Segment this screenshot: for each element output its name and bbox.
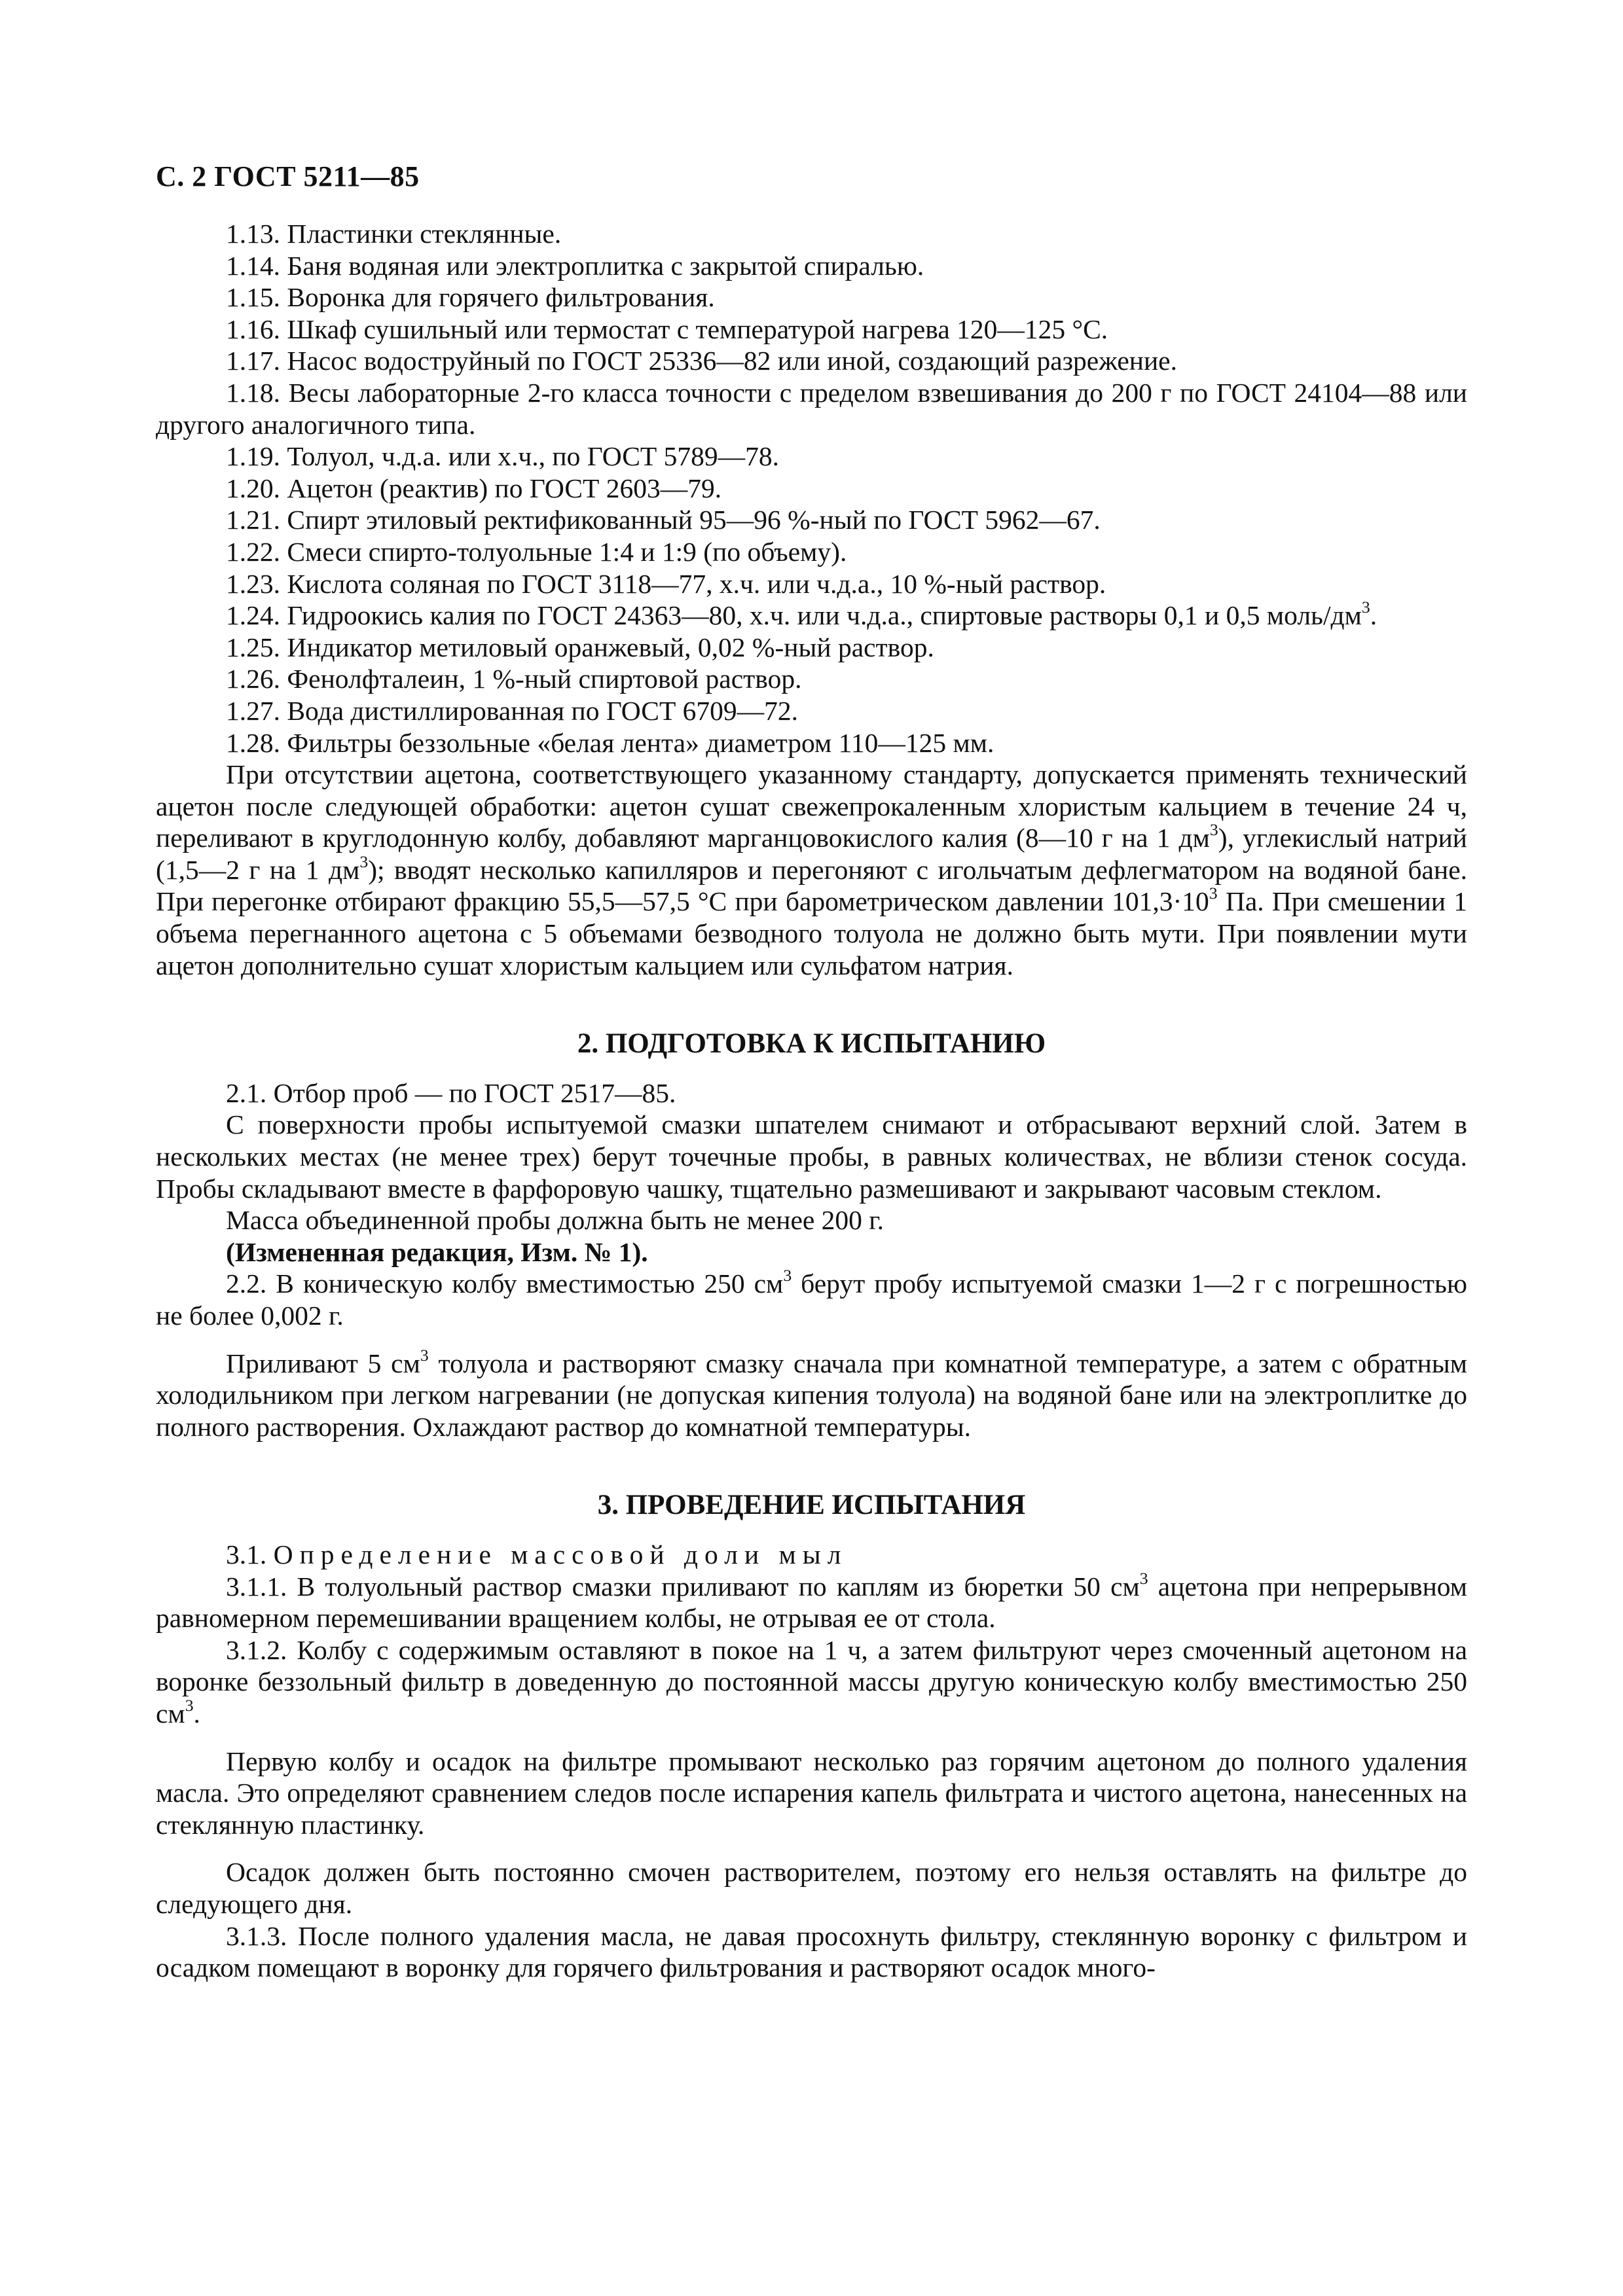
- paragraph: Осадок должен быть постоянно смочен растворителем, поэтому его нельзя оставлять на фильтре до следующего дня.: [156, 1857, 1467, 1919]
- list-item: 1.16. Шкаф сушильный или термостат с температурой нагрева 120—125 °С.: [226, 314, 1108, 344]
- list-item: 1.14. Баня водяная или электроплитка с закрытой спиралью.: [226, 250, 924, 281]
- paragraph: Приливают 5 $см^3$ толуола и растворяют смазку сначала при комнатной температуре, а затем с обратным холодильником при легком нагревании (не допуская кипения толуола) на водяной бане или на электроплитке до полного растворения. Охлаждают раствор до комнатной температуры.: [156, 1345, 1467, 1442]
- paragraph: 2.1. Отбор проб — по ГОСТ 2517—85.: [226, 1077, 676, 1108]
- document-body: [156, 218, 1467, 1984]
- paragraph: С поверхности пробы испытуемой смазки шпателем снимают и отбрасывают верхний слой. Затем в нескольких местах (не менее трех) берут точечные пробы, в равных количествах, не вблизи стенок сосуда. Пробы складывают вместе в фарфоровую чашку, тщательно размешивают и закрывают часовым стеклом.: [156, 1109, 1467, 1204]
- list-item: 1.26. Фенолфталеин, 1 %-ный спиртовой раствор.: [226, 664, 802, 694]
- list-item: 1.23. Кислота соляная по ГОСТ 3118—77, х.ч. или ч.д.а., 10 %-ный раствор.: [226, 568, 1106, 599]
- section-2-title: 2. ПОДГОТОВКА К ИСПЫТАНИЮ: [577, 1028, 1046, 1060]
- list-item: 1.13. Пластинки стеклянные.: [226, 219, 562, 249]
- amendment-note: (Измененная редакция, Изм. № 1).: [226, 1236, 648, 1267]
- list-item: 1.25. Индикатор метиловый оранжевый, 0,02 %-ный раствор.: [226, 632, 934, 662]
- list-item: 1.18. Весы лабораторные 2-го класса точности с пределом взвешивания до 200 г по ГОСТ 24104—88 или другого аналогичного типа.: [156, 377, 1467, 440]
- list-item: 1.27. Вода дистиллированная по ГОСТ 6709—72.: [226, 695, 799, 726]
- list-item: 1.21. Спирт этиловый ректификованный 95—96 %-ный по ГОСТ 5962—67.: [226, 505, 1101, 535]
- list-item: 1.17. Насос водоструйный по ГОСТ 25336—82 или иной, создающий разрежение.: [226, 346, 1177, 376]
- paragraph: Масса объединенной пробы должна быть не менее 200 г.: [226, 1205, 884, 1236]
- list-item: 1.28. Фильтры беззольные «белая лента» диаметром 110—125 мм.: [226, 727, 994, 758]
- page-header: С. 2 ГОСТ 5211—85: [156, 160, 420, 192]
- paragraph: Первую колбу и осадок на фильтре промывают несколько раз горячим ацетоном до полного удаления масла. Это определяют сравнением следов после испарения капель фильтрата и чистого ацетона, нанесенных на стеклянную пластинку.: [156, 1746, 1467, 1840]
- paragraph: 3.1.3. После полного удаления масла, не давая просохнуть фильтру, стеклянную воронку с фильтром и осадком помещают в воронку для горячего фильтрования и растворяют осадок много-: [156, 1920, 1467, 1983]
- list-item: 1.20. Ацетон (реактив) по ГОСТ 2603—79.: [226, 473, 722, 503]
- acetone-note-paragraph: При отсутствии ацетона, соответствующего указанному стандарту, допускается применять технический ацетон после следующей обработки: ацетон сушат свежепрокаленным хлористым кальцием в течение 24 ч, переливают в круглодонную колбу, добавляют марганцовокислого калия (8—10 г на 1 $дм^3$), углекислый натрий (1,5—2 г на 1 $дм^3$); вводят несколько капилляров и перегоняют с игольчатым дефлегматором на водяной бане. При перегонке отбирают фракцию 55,5—57,5 °С при барометрическом давлении $101,3\cdot 10^3$ Па. При смешении 1 объема перегнанного ацетона с 5 объемами безводного толуола не должно быть мути. При появлении мути ацетон дополнительно сушат хлористым кальцием или сульфатом натрия.: [156, 759, 1467, 980]
- list-item: 1.22. Смеси спирто-толуольные 1:4 и 1:9 (по объему).: [226, 536, 847, 567]
- list-item: 1.19. Толуол, ч.д.а. или х.ч., по ГОСТ 5789—78.: [226, 441, 779, 472]
- list-item-1-24: 1.24. Гидроокись калия по ГОСТ 24363—80, х.ч. или ч.д.а., спиртовые растворы 0,1 и 0,5 моль/$дм^3$.: [226, 598, 1377, 631]
- subsection-title: 3.1. Определение массовой доли мыл: [226, 1539, 848, 1570]
- list-item: 1.15. Воронка для горячего фильтрования.: [226, 282, 715, 313]
- paragraph: 3.1.1. В толуольный раствор смазки приливают по каплям из бюретки 50 $см^3$ ацетона при непрерывном равномерном перемешивании вращением колбы, не отрывая ее от стола.: [156, 1568, 1468, 1634]
- paragraph: 2.2. В коническую колбу вместимостью 250 $см^3$ берут пробу испытуемой смазки 1—2 г с погрешностью не более 0,002 г.: [156, 1266, 1467, 1331]
- section-3-title: 3. ПРОВЕДЕНИЕ ИСПЫТАНИЯ: [597, 1490, 1026, 1521]
- paragraph: 3.1.2. Колбу с содержимым оставляют в покое на 1 ч, а затем фильтруют через смоченный ацетоном на воронке беззольный фильтр в доведенную до постоянной массы другую коническую колбу вместимостью 250 $см^3$.: [156, 1634, 1467, 1729]
